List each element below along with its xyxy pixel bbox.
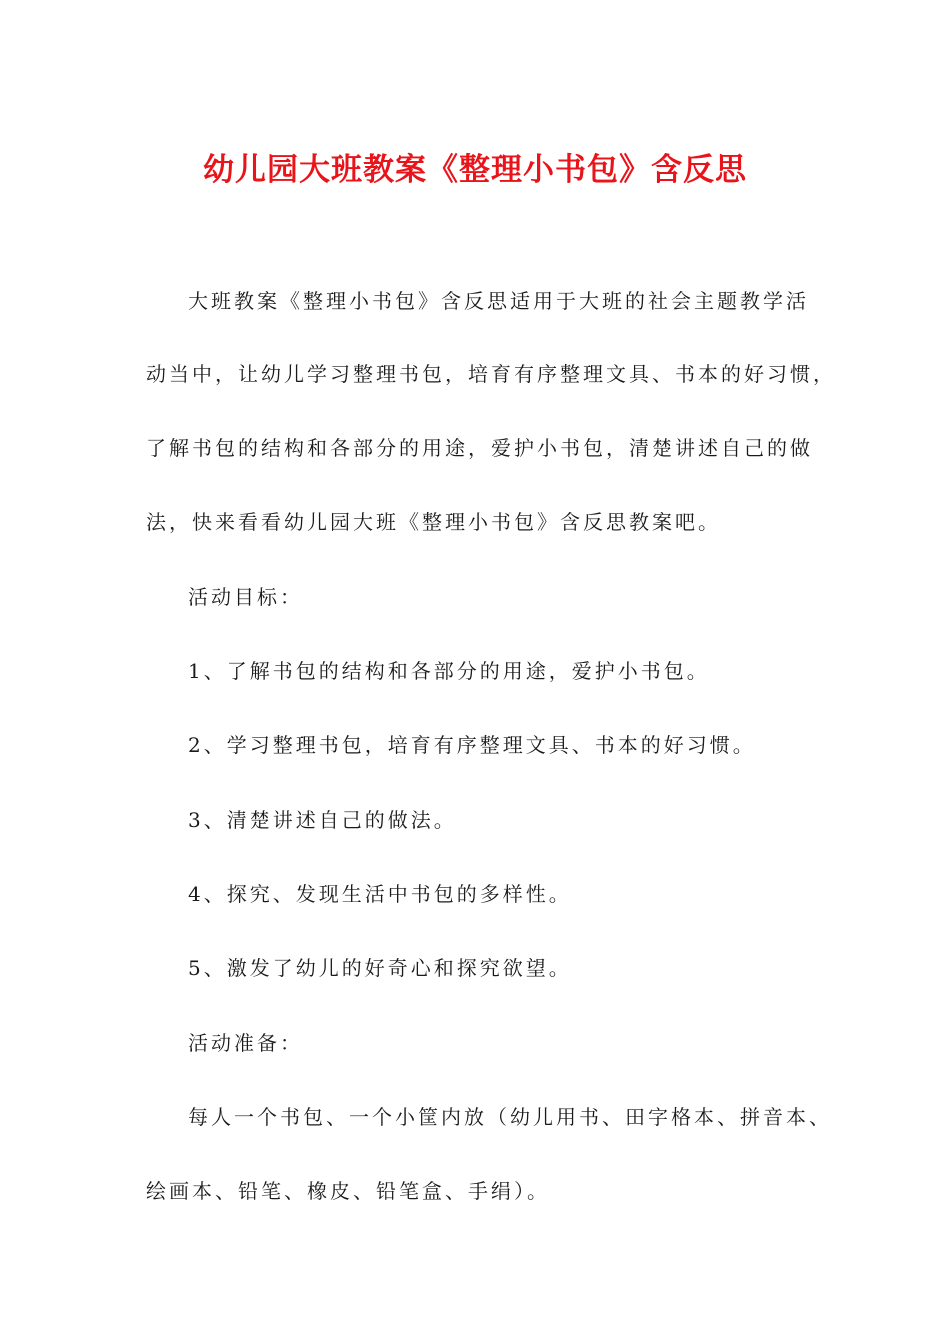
paragraph-line: 动当中，让幼儿学习整理书包，培育有序整理文具、书本的好习惯， [146,362,836,386]
section-heading-preparation: 活动准备： [188,1031,303,1055]
list-item: 4、探究、发现生活中书包的多样性。 [188,882,572,906]
paragraph-line: 法，快来看看幼儿园大班《整理小书包》含反思教案吧。 [146,510,721,534]
document-title: 幼儿园大班教案《整理小书包》含反思 [203,152,747,188]
list-item: 5、激发了幼儿的好奇心和探究欲望。 [188,956,572,980]
list-item: 1、了解书包的结构和各部分的用途，爱护小书包。 [188,659,710,683]
paragraph-line: 每人一个书包、一个小筐内放（幼儿用书、田字格本、拼音本、 [188,1105,832,1129]
list-item: 2、学习整理书包，培育有序整理文具、书本的好习惯。 [188,733,756,757]
paragraph-line: 绘画本、铅笔、橡皮、铅笔盒、手绢）。 [146,1179,550,1203]
section-heading-goals: 活动目标： [188,585,303,609]
paragraph-line: 了解书包的结构和各部分的用途，爱护小书包，清楚讲述自己的做 [146,436,813,460]
paragraph-line: 大班教案《整理小书包》含反思适用于大班的社会主题教学活 [188,289,809,313]
list-item: 3、清楚讲述自己的做法。 [188,808,457,832]
